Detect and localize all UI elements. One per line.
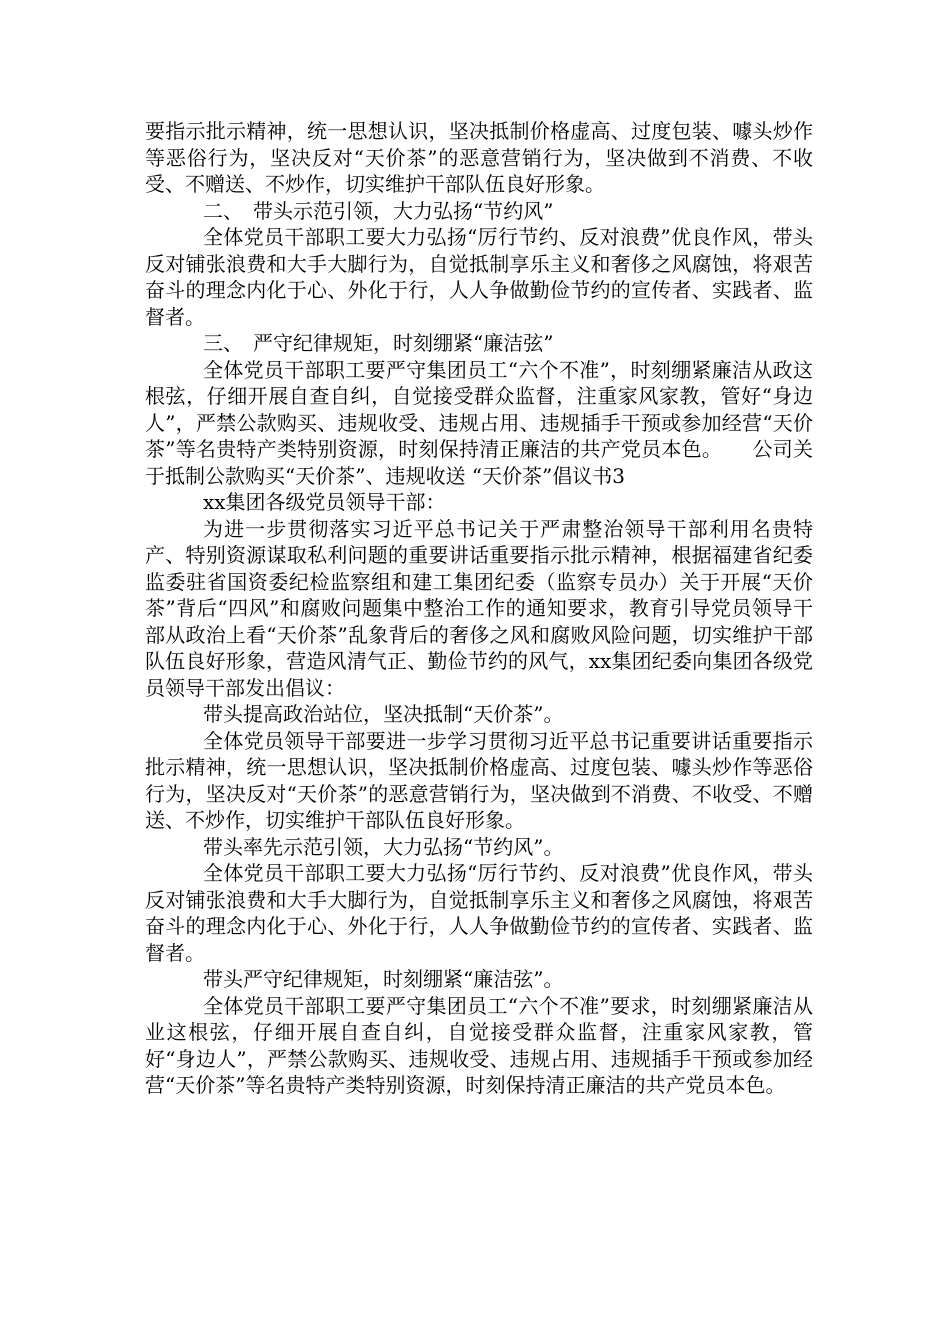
section-heading-two: 二、 带头示范引领，大力弘扬“节约风” <box>203 198 554 223</box>
point-heading-three: 带头严守纪律规矩，时刻绷紧“廉洁弦”。 <box>203 967 564 991</box>
paragraph-continued: 要指示批示精神，统一思想认识，坚决抵制价格虚高、过度包装、噱头炒作等恶俗行为，坚决反对“天价茶”的恶意营销行为，坚决做到不消费、不收受、不赠送、不炒作，切实维护干部队伍良好形象。 <box>145 119 813 196</box>
paragraph-point-three: 全体党员干部职工要严守集团员工“六个不准”要求，时刻绷紧廉洁从业这根弦，仔细开展自查自纠，自觉接受群众监督，注重家风家教，管好“身边人”，严禁公款购买、违规收受、违规占用、违规插手干预或参加经营“天价茶”等名贵特产类特别资源，时刻保持清正廉洁的共产党员本色。 <box>145 993 813 1097</box>
paragraph-point-two: 全体党员干部职工要大力弘扬“厉行节约、反对浪费”优良作风，带头反对铺张浪费和大手大脚行为，自觉抵制享乐主义和奢侈之风腐蚀，将艰苦奋斗的理念内化于心、外化于行，人人争做勤俭节约的宣传者、实践者、监督者。 <box>145 861 813 965</box>
paragraph-frugality: 全体党员干部职工要大力弘扬“厉行节约、反对浪费”优良作风，带头反对铺张浪费和大手大脚行为，自觉抵制享乐主义和奢侈之风腐蚀，将艰苦奋斗的理念内化于心、外化于行，人人争做勤俭节约的宣传者、实践者、监督者。 <box>145 225 813 329</box>
paragraph-intro: 为进一步贯彻落实习近平总书记关于严肃整治领导干部利用名贵特产、特别资源谋取私利问题的重要讲话重要指示批示精神，根据福建省纪委监委驻省国资委纪检监察组和建工集团纪委（监察专员办）关于开展“天价茶”背后“四风”和腐败问题集中整治工作的通知要求，教育引导党员领导干部从政治上看“天价茶”乱象背后的奢侈之风和腐败风险问题，切实维护干部队伍良好形象，营造风清气正、勤俭节约的风气，xx集团纪委向集团各级党员领导干部发出倡议： <box>145 516 813 700</box>
point-heading-one: 带头提高政治站位，坚决抵制“天价茶”。 <box>203 702 564 726</box>
document-page <box>145 118 813 1099</box>
paragraph-point-one: 全体党员领导干部要进一步学习贯彻习近平总书记重要讲话重要指示批示精神，统一思想认识，坚决抵制价格虚高、过度包装、噱头炒作等恶俗行为，坚决反对“天价茶”的恶意营销行为，坚决做到不消费、不收受、不赠送、不炒作，切实维护干部队伍良好形象。 <box>145 728 813 832</box>
point-heading-two: 带头率先示范引领，大力弘扬“节约风”。 <box>203 834 564 859</box>
section-heading-three: 三、 严守纪律规矩，时刻绷紧“廉洁弦” <box>203 331 554 355</box>
paragraph-discipline: 全体党员干部职工要严守集团员工“六个不准”，时刻绷紧廉洁从政这根弦，仔细开展自查自纠，自觉接受群众监督，注重家风家教，管好“身边人”，严禁公款购买、违规收受、违规占用、违规插手干预或参加经营“天价茶”等名贵特产类特别资源，时刻保持清正廉洁的共产党员本色。 公司关于抵制公款购买“天价茶”、违规收送 “天价茶”倡议书3 <box>145 357 813 488</box>
salutation: xx集团各级党员领导干部： <box>203 490 446 514</box>
